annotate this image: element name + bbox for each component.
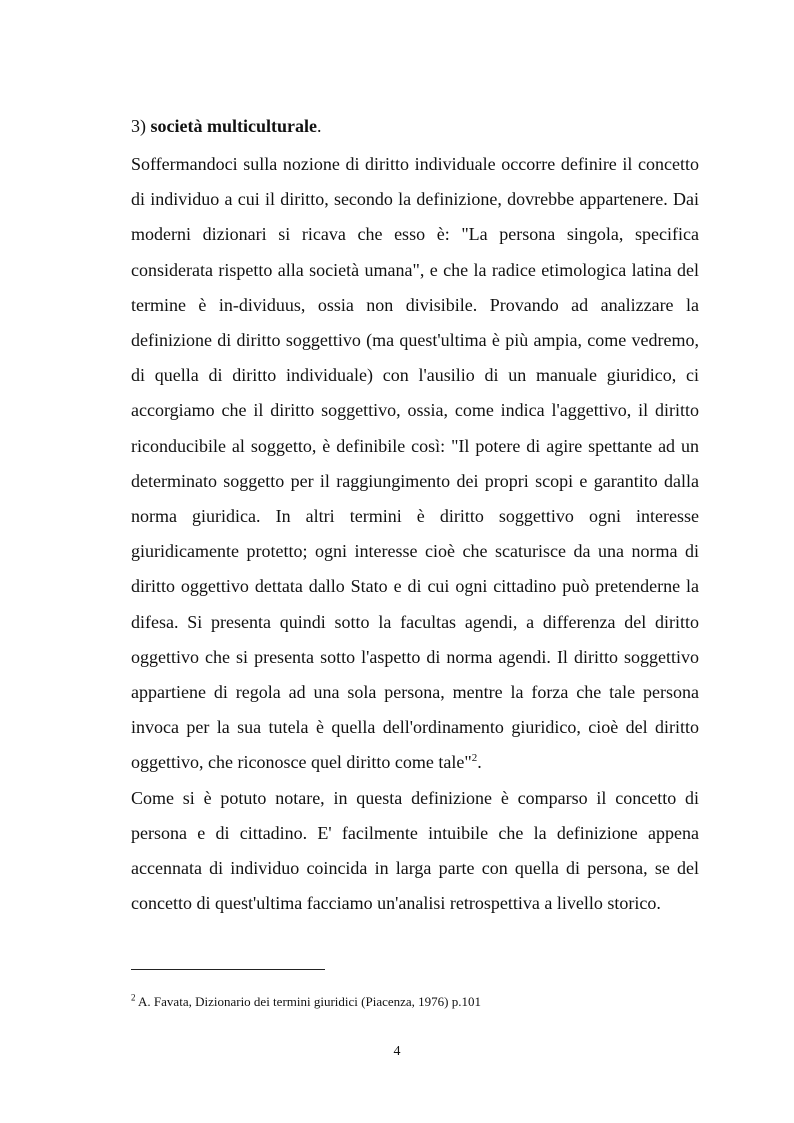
section-heading-period: . xyxy=(316,116,322,136)
footnote-reference: 2 xyxy=(471,752,478,765)
section-title: società multiculturale xyxy=(150,116,317,136)
paragraph-text: Soffermandoci sulla nozione di diritto individuale occorre definire il concetto di individuo a cui il diritto, secondo la definizione, dovrebbe appartenere. Dai moderni dizionari si ricava che esso è: "La persona singola, specifica considerata rispetto alla società umana", e che la radice etimologica latina del termine è in-dividuus, ossia non divisibile. Provando ad analizzare la definizione di diritto soggettivo (ma quest'ultima è più ampia, come vedremo, di quella di diritto individuale) con l'ausilio di un manuale giuridico, ci accorgiamo che il diritto soggettivo, ossia, come indica l'aggettivo, il diritto riconducibile al soggetto, è definibile così: "Il potere di agire spettante ad un determinato soggetto per il raggiungimento dei propri scopi e garantito dalla norma giuridica. In altri termini è diritto soggettivo ogni interesse giuridicamente protetto; ogni interesse cioè che scaturisce da una norma di diritto oggettivo dettata dallo Stato e di cui ogni cittadino può pretenderne la difesa. Si presenta quindi sotto la facultas agendi, a differenza del diritto oggettivo che si presenta sotto l'aspetto di norma agendi. Il diritto soggettivo appartiene di regola ad una sola persona, mentre la forza che tale persona invoca per la sua tutela è quella dell'ordinamento giuridico, cioè del diritto oggettivo, che riconosce quel diritto come tale" xyxy=(131,154,699,773)
section-number: 3) xyxy=(131,116,146,136)
paragraph-person-citizen xyxy=(131,781,699,922)
footnote-text: A. Favata, Dizionario dei termini giuridici (Piacenza, 1976) p.101 xyxy=(138,994,482,1009)
body-text xyxy=(131,147,699,921)
footnote-number: 2 xyxy=(131,992,136,1003)
paragraph-text: Come si è potuto notare, in questa definizione è comparso il concetto di persona e di cittadino. E' facilmente intuibile che la definizione appena accennata di individuo coincida in larga parte con quella di persona, se del concetto di quest'ultima facciamo un'analisi retrospettiva a livello storico. xyxy=(131,787,699,914)
footnote xyxy=(131,993,481,1011)
paragraph-period: . xyxy=(477,752,482,773)
footnote-separator xyxy=(131,969,325,970)
section-heading xyxy=(131,114,321,138)
paragraph-individual-rights xyxy=(131,147,699,781)
page-number: 4 xyxy=(393,1044,401,1059)
